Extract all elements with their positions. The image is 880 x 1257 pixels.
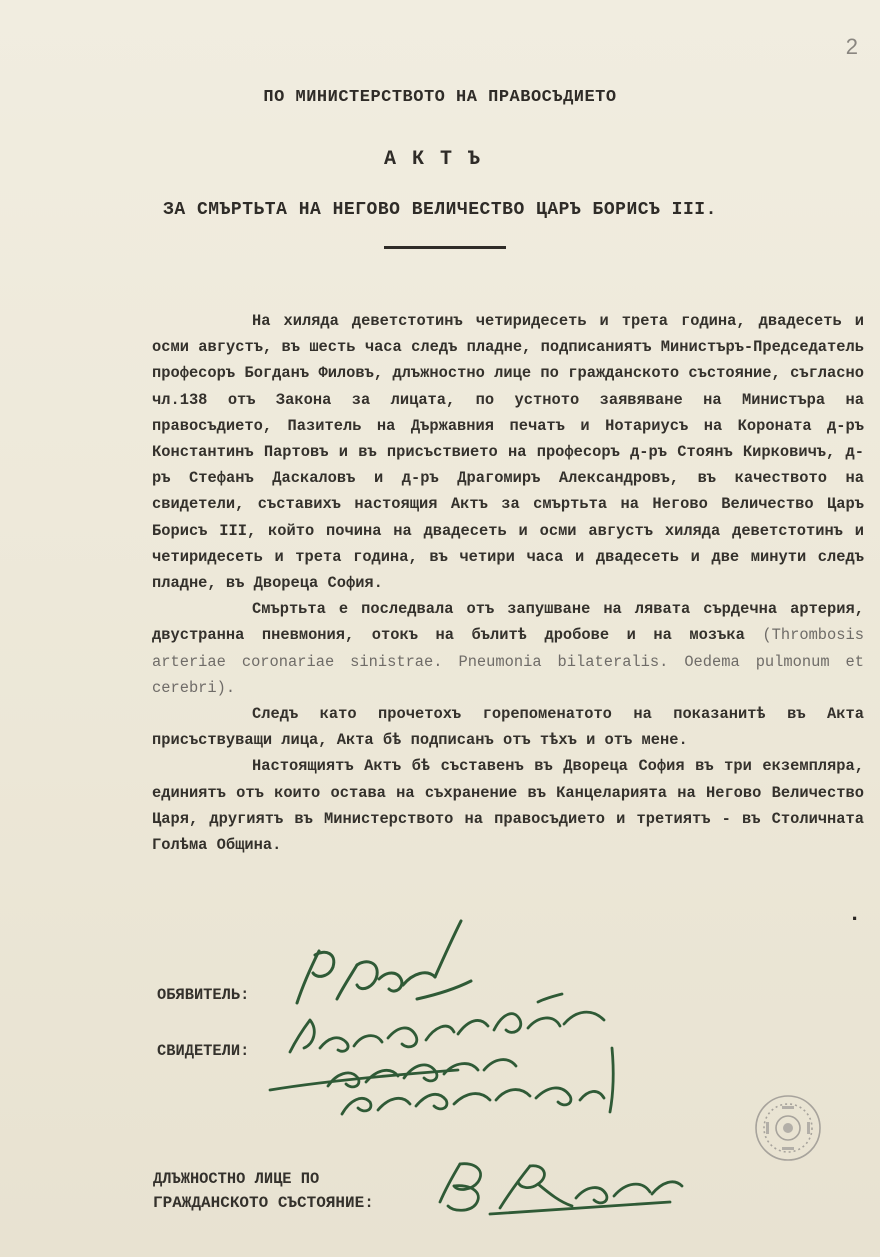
paragraph-declaration: На хиляда деветстотинъ четиридесеть и трета година, двадесеть и осми августъ, въ шесть часа следъ пладне, подписаниятъ Министъръ-Председатель професоръ Богданъ Филовъ, длъжностно лице по гражданското състояние, съгласно чл.138 отъ Закона за лицата, по устното заявяване на Министъра на правосъдието, Пазитель на Държавния печатъ и Нотариусъ на Короната д-ръ Константинъ Партовъ и въ присъствието на професоръ д-ръ Стоянъ Кирковичъ, д-ръ Стефанъ Даскаловъ и д-ръ Драгомиръ Александровъ, въ качеството на свидетели, съставихъ настоящия Актъ за смъртьта на Негово Величество Царъ Борисъ III, който почина на двадесеть и осми августъ хиляда деветстотинъ и четиридесеть и трета година, въ четири часа и двадесеть и две минути следъ пладне, въ Двореца София. — [152, 312, 864, 593]
closing-mark: . — [848, 902, 862, 927]
paragraph-reading: Следъ като прочетохъ горепоменатото на показанитѣ въ Акта присъствуващи лица, Акта бѣ подписанъ отъ тѣхъ и отъ мене. — [152, 705, 864, 750]
page-number: 2 — [845, 34, 858, 59]
registrar-label-line1: ДЛЪЖНОСТНО ЛИЦЕ ПО — [153, 1170, 320, 1188]
registrar-signature — [430, 1152, 690, 1224]
paragraph-cause-of-death — [152, 596, 864, 701]
declarant-label: ОБЯВИТЕЛЬ: — [157, 986, 250, 1004]
witnesses-label: СВИДЕТЕЛИ: — [157, 1042, 250, 1060]
document-body — [152, 308, 864, 858]
act-subtitle: ЗА СМЪРТЬТА НА НЕГОВО ВЕЛИЧЕСТВО ЦАРЪ БОРИСЪ III. — [163, 200, 717, 220]
cause-text: Смъртьта е последвала отъ запушване на лявата сърдечна артерия, двустранна пневмония, отокъ на бълитѣ дробове и на мозъка — [152, 600, 864, 645]
latin-diagnosis: (Thrombosis arteriae coronariae sinistrae. Pneumonia bilateralis. Oedema pulmonum et cerebri). — [152, 626, 864, 697]
official-stamp-icon — [752, 1092, 824, 1164]
registrar-label-line2: ГРАЖДАНСКОТО СЪСТОЯНИЕ: — [153, 1194, 374, 1212]
paragraph-copies: Настоящиятъ Актъ бѣ съставенъ въ Двореца София въ три екземпляра, единиятъ отъ които остава на съхранение въ Канцеларията на Негово Величество Царя, другиятъ въ Министерството на правосъдието и третиятъ - въ Столичната Голѣма Община. — [152, 757, 864, 855]
ministry-heading: ПО МИНИСТЕРСТВОТО НА ПРАВОСЪДИЕТО — [263, 88, 617, 107]
act-title: АКТЪ — [383, 148, 496, 171]
title-divider — [384, 246, 506, 249]
witnesses-signatures — [258, 990, 628, 1125]
